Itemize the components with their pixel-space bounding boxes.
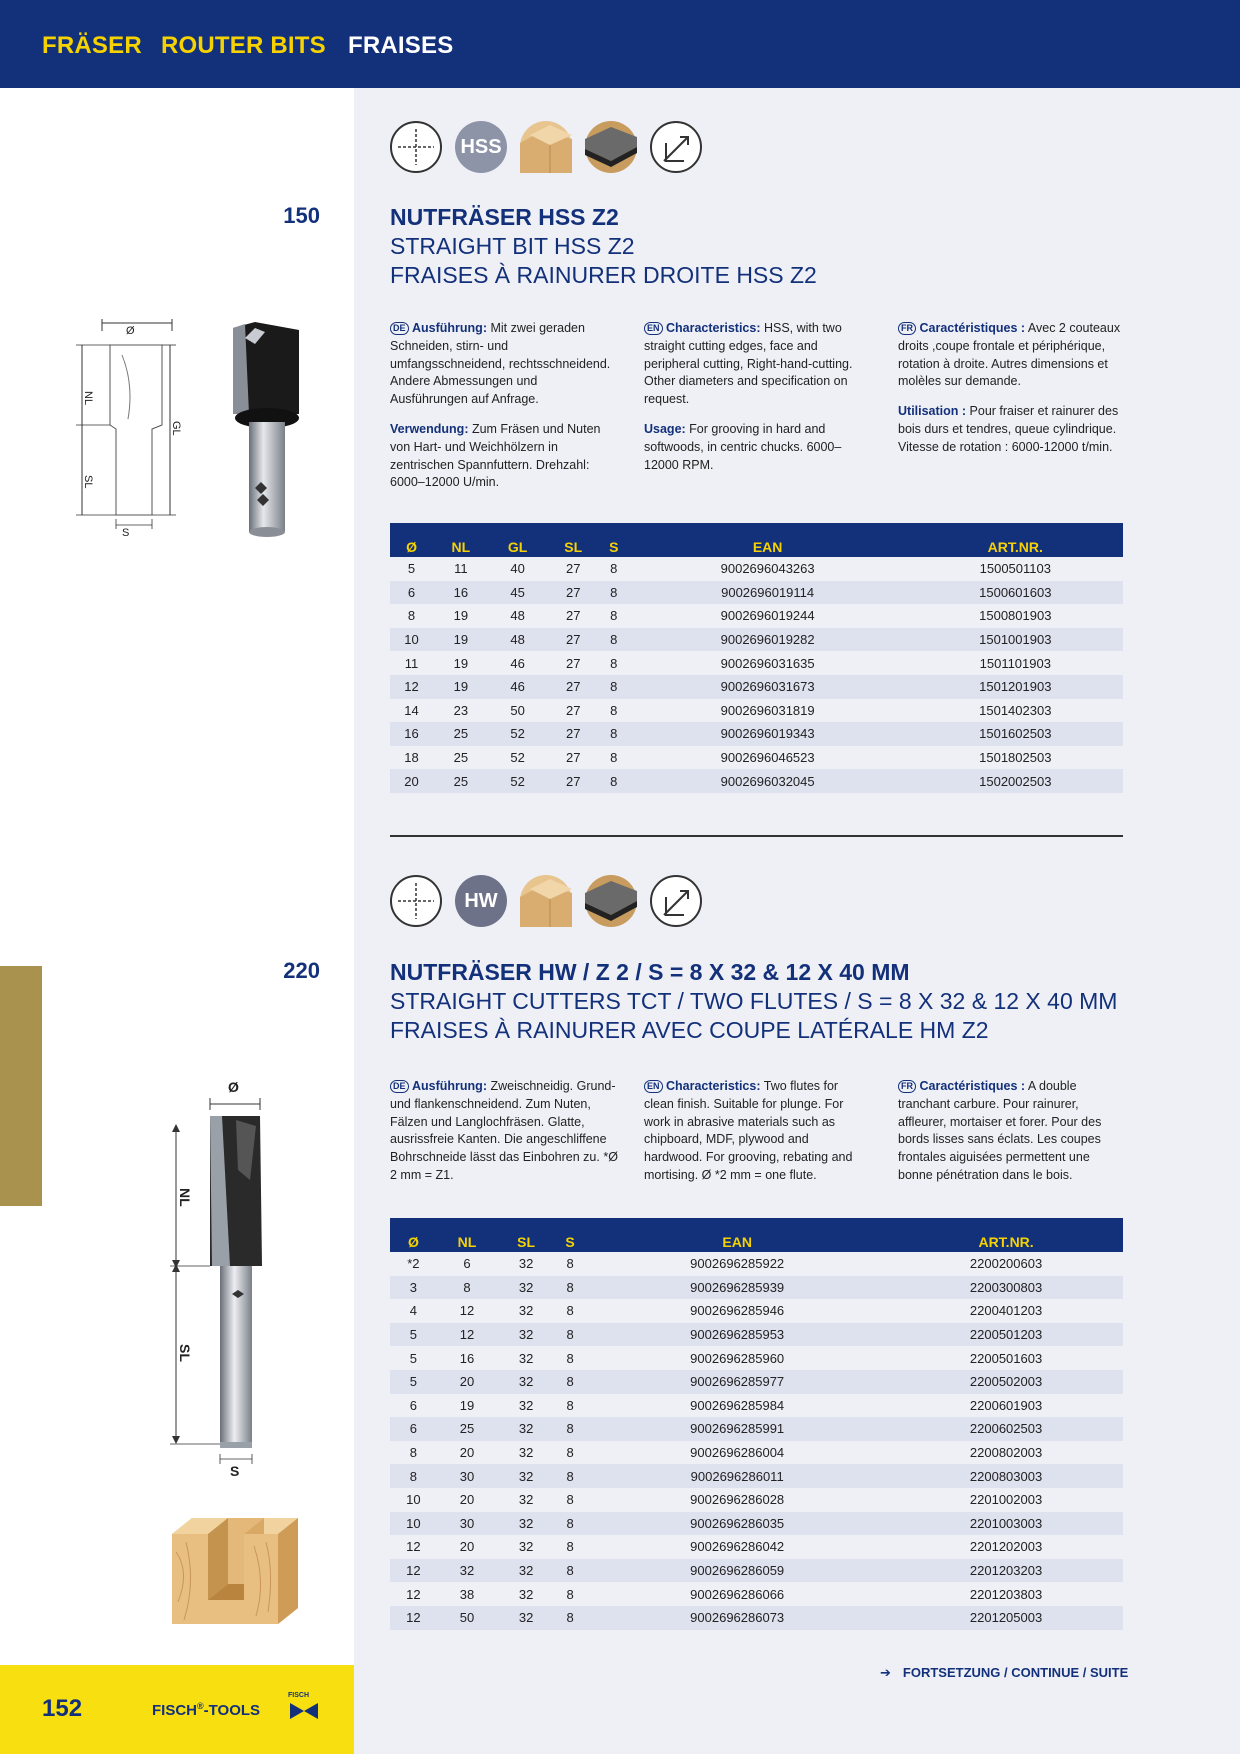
table-cell: 2200501603 xyxy=(969,1350,1043,1366)
board-material-icon xyxy=(585,121,637,173)
table-cell: 9002696046523 xyxy=(720,750,815,766)
table-cell: 8 xyxy=(566,1563,574,1579)
table-cell: 50 xyxy=(459,1610,475,1626)
table-cell: 9002696285984 xyxy=(690,1397,785,1413)
table-row xyxy=(390,1441,1123,1465)
table-cell: 27 xyxy=(565,726,581,742)
table-row xyxy=(390,651,1123,675)
table-cell: 9002696019343 xyxy=(720,726,815,742)
groove-profile-image xyxy=(170,1512,300,1630)
title-fr: FRAISES À RAINURER DROITE HSS Z2 xyxy=(390,262,817,288)
table-cell: 40 xyxy=(510,561,525,577)
table-cell: 32 xyxy=(518,1374,534,1390)
table-cell: 2200802003 xyxy=(969,1445,1043,1461)
table-cell: 32 xyxy=(518,1279,534,1295)
table-cell: 32 xyxy=(518,1256,534,1272)
table-cell: 9002696285953 xyxy=(690,1327,785,1343)
table-cell: 48 xyxy=(510,632,525,648)
table-cell: 9002696019244 xyxy=(720,608,815,624)
page-number: 152 xyxy=(42,1695,83,1722)
column-header: NL xyxy=(457,1234,477,1250)
column-header: S xyxy=(609,539,619,555)
table-row xyxy=(390,1464,1123,1488)
article-number-150: 150 xyxy=(283,203,320,228)
table-header-row xyxy=(390,523,1123,557)
column-header: NL xyxy=(451,539,471,555)
de-flag-icon: DE xyxy=(390,322,409,335)
table-cell: 8 xyxy=(566,1492,574,1508)
title-en: STRAIGHT BIT HSS Z2 xyxy=(390,233,635,259)
table-cell: 8 xyxy=(566,1468,574,1484)
table-cell: 8 xyxy=(610,584,618,600)
table-header-row xyxy=(390,1218,1123,1252)
table-cell: 8 xyxy=(566,1610,574,1626)
table-cell: 5 xyxy=(409,1327,417,1343)
table-row xyxy=(390,628,1123,652)
softwood-icon xyxy=(520,875,572,927)
table-cell: 8 xyxy=(407,608,416,624)
hw-material-icon xyxy=(455,875,507,927)
table-cell: 8 xyxy=(566,1256,574,1272)
description-fr-1 xyxy=(898,320,1123,469)
description-de-2 xyxy=(390,1078,618,1197)
column-header: ART.NR. xyxy=(978,1234,1034,1250)
de-text-execution: Mit zwei geraden Schneiden, stirn- und umfangsschneidend, rechtsschneidend. Andere Abmessungen und Ausführungen auf Anfrage. xyxy=(390,321,611,407)
table-cell: 25 xyxy=(453,773,469,789)
table-cell: 9002696019114 xyxy=(721,584,815,600)
dim-sl-label: SL xyxy=(177,1344,193,1362)
registered-mark: ® xyxy=(197,1701,204,1711)
table-cell: 3 xyxy=(409,1279,417,1295)
column-header: ART.NR. xyxy=(987,539,1043,555)
table-cell: 48 xyxy=(510,608,525,624)
table-cell: 32 xyxy=(518,1421,534,1437)
table-row xyxy=(390,1417,1123,1441)
table-cell: 2201002003 xyxy=(969,1492,1043,1508)
centric-chuck-icon xyxy=(390,875,442,927)
table-cell: 32 xyxy=(518,1468,534,1484)
table-cell: 9002696286073 xyxy=(690,1610,785,1626)
table-cell: 32 xyxy=(518,1492,534,1508)
table-cell: 8 xyxy=(409,1468,417,1484)
table-cell: 8 xyxy=(566,1515,574,1531)
table-cell: 52 xyxy=(510,726,525,742)
table-cell: 9002696286004 xyxy=(690,1445,785,1461)
table-row xyxy=(390,581,1123,605)
en-label-usage: Usage: xyxy=(644,421,686,436)
title-de: NUTFRÄSER HW / Z 2 / S = 8 X 32 & 12 X 40 MM xyxy=(390,959,910,985)
article-number-220: 220 xyxy=(283,958,320,983)
table-cell: 1501602503 xyxy=(979,726,1052,742)
table-row xyxy=(390,769,1123,793)
table-cell: 9002696286035 xyxy=(690,1515,785,1531)
table-cell: 1501001903 xyxy=(979,632,1052,648)
table-row xyxy=(390,1370,1123,1394)
table-cell: 8 xyxy=(610,608,618,624)
table-cell: 27 xyxy=(565,655,581,671)
table-cell: 32 xyxy=(518,1397,534,1413)
table-cell: 30 xyxy=(459,1515,475,1531)
fr-flag-icon: FR xyxy=(898,1080,916,1093)
product-title-1 xyxy=(390,202,817,290)
table-cell: 14 xyxy=(404,702,419,718)
table-cell: 1501802503 xyxy=(979,750,1052,766)
table-cell: 2200602503 xyxy=(969,1421,1043,1437)
table-cell: 8 xyxy=(463,1279,471,1295)
fr-flag-icon: FR xyxy=(898,322,916,335)
page-footer xyxy=(0,1665,354,1754)
table-cell: 2200200603 xyxy=(969,1256,1043,1272)
table-cell: 6 xyxy=(407,584,416,600)
table-row xyxy=(390,722,1123,746)
table-cell: 2201203803 xyxy=(969,1586,1043,1602)
en-label-characteristics: Characteristics: xyxy=(666,321,761,335)
table-cell: 10 xyxy=(406,1515,421,1531)
table-cell: 12 xyxy=(459,1327,475,1343)
table-cell: 1500601603 xyxy=(979,584,1052,600)
table-cell: 25 xyxy=(453,726,469,742)
table-cell: 6 xyxy=(409,1421,417,1437)
table-cell: 4 xyxy=(409,1303,417,1319)
dim-gl-label: GL xyxy=(170,421,182,436)
de-flag-icon: DE xyxy=(390,1080,409,1093)
table-row xyxy=(390,1488,1123,1512)
table-cell: 52 xyxy=(510,773,525,789)
table-cell: 16 xyxy=(459,1350,475,1366)
table-cell: 6 xyxy=(463,1256,471,1272)
table-row xyxy=(390,1559,1123,1583)
table-cell: 1500801903 xyxy=(979,608,1052,624)
table-cell: 2200300803 xyxy=(969,1279,1043,1295)
table-cell: 20 xyxy=(404,773,419,789)
table-cell: 46 xyxy=(510,655,525,671)
table-row xyxy=(390,604,1123,628)
de-label-execution: Ausführung: xyxy=(412,321,487,335)
fr-label-usage: Utilisation : xyxy=(898,404,967,419)
table-cell: 27 xyxy=(565,773,581,789)
column-header: S xyxy=(565,1234,575,1250)
technical-drawing-220 xyxy=(160,1070,270,1480)
table-cell: 6 xyxy=(409,1397,417,1413)
description-fr-2 xyxy=(898,1078,1123,1197)
table-cell: 2200401203 xyxy=(969,1303,1043,1319)
title-en: STRAIGHT CUTTERS TCT / TWO FLUTES / S = 8 X 32 & 12 X 40 MM xyxy=(390,988,1118,1014)
table-cell: 9002696286066 xyxy=(690,1586,785,1602)
table-cell: 19 xyxy=(453,679,469,695)
table-cell: 9002696285991 xyxy=(690,1421,785,1437)
description-de-1 xyxy=(390,320,612,504)
table-cell: 8 xyxy=(566,1397,574,1413)
column-header: GL xyxy=(507,539,528,555)
table-row xyxy=(390,1299,1123,1323)
table-cell: 9002696285922 xyxy=(690,1256,785,1272)
table-row xyxy=(390,675,1123,699)
table-row xyxy=(390,1512,1123,1536)
de-text-usage: Zum Fräsen und Nuten von Hart- und Weichhölzern in zentrischen Spannfuttern. Drehzahl: 6000–12000 U/min. xyxy=(390,421,601,490)
router-bit-image-150 xyxy=(225,318,305,540)
table-cell: 27 xyxy=(565,632,581,648)
dim-nl-label: NL xyxy=(177,1188,193,1207)
de-label-usage: Verwendung: xyxy=(390,421,469,436)
table-cell: 8 xyxy=(610,726,618,742)
table-cell: 9002696286011 xyxy=(690,1468,784,1484)
feature-icons-2 xyxy=(390,875,702,927)
table-cell: 32 xyxy=(518,1327,534,1343)
fr-label-characteristics: Caractéristiques : xyxy=(919,321,1026,335)
table-row xyxy=(390,1252,1123,1276)
table-cell: 8 xyxy=(610,773,618,789)
table-cell: 32 xyxy=(518,1610,534,1626)
table-cell: 38 xyxy=(459,1586,475,1602)
table-cell: 27 xyxy=(565,584,581,600)
page-header xyxy=(0,0,1240,88)
feature-icons-1 xyxy=(390,121,702,173)
table-cell: 1500501103 xyxy=(979,561,1051,577)
table-cell: 2200601903 xyxy=(969,1397,1043,1413)
table-row xyxy=(390,1606,1123,1630)
en-label-characteristics: Characteristics: xyxy=(666,1079,761,1093)
table-cell: 9002696031819 xyxy=(720,702,815,718)
table-row xyxy=(390,1535,1123,1559)
table-cell: 20 xyxy=(459,1539,475,1555)
table-cell: 25 xyxy=(459,1421,475,1437)
dim-d-label: Ø xyxy=(126,325,135,337)
header-title-fr: FRAISES xyxy=(348,32,454,59)
table-cell: 2201203203 xyxy=(969,1563,1043,1579)
en-flag-icon: EN xyxy=(644,322,663,335)
brand-name xyxy=(152,1701,260,1719)
table-cell: 16 xyxy=(404,726,419,742)
logo-text: FISCH xyxy=(288,1692,309,1699)
table-cell: 9002696286042 xyxy=(690,1539,785,1555)
table-cell: 10 xyxy=(406,1492,421,1508)
fr-text-usage: Pour fraiser et rainurer des bois durs et tendres, queue cylindrique. Vitesse de rotation : 6000-12000 t/min. xyxy=(898,404,1119,454)
board-material-icon xyxy=(585,875,637,927)
table-cell: 8 xyxy=(610,655,618,671)
header-title-de: FRÄSER xyxy=(42,32,142,59)
title-de: NUTFRÄSER HSS Z2 xyxy=(390,204,619,230)
table-cell: 23 xyxy=(453,702,469,718)
table-cell: 12 xyxy=(406,1539,421,1555)
table-cell: 8 xyxy=(566,1279,574,1295)
rotation-direction-icon xyxy=(650,875,702,927)
table-cell: 9002696043263 xyxy=(720,561,815,577)
table-cell: 1501402303 xyxy=(979,702,1052,718)
description-en-2 xyxy=(644,1078,866,1197)
dim-sl-label: SL xyxy=(82,475,94,489)
table-cell: 2200502003 xyxy=(969,1374,1043,1390)
table-cell: 32 xyxy=(518,1539,534,1555)
table-row xyxy=(390,1394,1123,1418)
dim-nl-label: NL xyxy=(82,391,94,406)
table-cell: 5 xyxy=(409,1374,417,1390)
table-cell: 8 xyxy=(566,1327,574,1343)
table-cell: 52 xyxy=(510,750,525,766)
de-label-execution: Ausführung: xyxy=(412,1079,487,1093)
centric-chuck-icon xyxy=(390,121,442,173)
header-title-en: ROUTER BITS xyxy=(161,32,326,59)
table-cell: 8 xyxy=(409,1445,417,1461)
table-cell: 12 xyxy=(406,1586,421,1602)
dim-d-label: Ø xyxy=(228,1079,239,1095)
table-cell: 12 xyxy=(406,1610,421,1626)
spec-table-150 xyxy=(390,523,1123,793)
en-text-characteristics: Two flutes for clean finish. Suitable for plunge. For work in abrasive materials such as chipboard, MDF, plywood and hardwood. For grooving, rebating and mortising. Ø *2 mm = one flute. xyxy=(644,1079,853,1182)
table-cell: 2201205003 xyxy=(969,1610,1043,1626)
table-cell: 2200803003 xyxy=(969,1468,1043,1484)
en-flag-icon: EN xyxy=(644,1080,663,1093)
table-cell: 19 xyxy=(453,608,469,624)
table-cell: 9002696286028 xyxy=(690,1492,785,1508)
table-cell: 8 xyxy=(610,632,618,648)
brand-name-text: FISCH xyxy=(152,1702,197,1719)
table-row xyxy=(390,1346,1123,1370)
table-cell: 8 xyxy=(610,679,618,695)
table-cell: 8 xyxy=(610,750,618,766)
table-cell: 8 xyxy=(566,1586,574,1602)
table-cell: 9002696285977 xyxy=(690,1374,785,1390)
table-cell: 9002696032045 xyxy=(720,773,815,789)
table-row xyxy=(390,557,1123,581)
table-row xyxy=(390,1323,1123,1347)
dim-s-label: S xyxy=(122,527,130,539)
table-cell: 9002696286059 xyxy=(690,1563,785,1579)
continue-link[interactable] xyxy=(880,1665,1128,1681)
table-cell: 8 xyxy=(610,702,618,718)
technical-drawing-150 xyxy=(70,315,180,540)
arrow-right-icon: ➔ xyxy=(880,1665,891,1680)
column-header: EAN xyxy=(752,539,783,555)
table-cell: 2201003003 xyxy=(969,1515,1043,1531)
table-cell: 2201202003 xyxy=(969,1539,1043,1555)
table-cell: 8 xyxy=(566,1445,574,1461)
section-divider xyxy=(390,835,1123,837)
table-cell: 19 xyxy=(453,655,469,671)
fisch-logo-icon xyxy=(286,1689,322,1725)
de-text-execution: Zweischneidig. Grund- und flankenschneidend. Zum Nuten, Fälzen und Langlochfräsen. Glatte, ausrissfreie Kanten. Die angeschliffene Bohrschneide lässt das Einbohren zu. *Ø 2 mm = Z1. xyxy=(390,1079,618,1182)
table-cell: 19 xyxy=(459,1397,475,1413)
en-text-usage: For grooving in hard and softwoods, in centric chucks. 6000–12000 RPM. xyxy=(644,421,842,472)
title-fr: FRAISES À RAINURER AVEC COUPE LATÉRALE HM Z2 xyxy=(390,1017,989,1043)
table-cell: 45 xyxy=(510,584,525,600)
description-en-1 xyxy=(644,320,866,486)
fr-label-characteristics: Caractéristiques : xyxy=(919,1079,1026,1093)
table-cell: 50 xyxy=(510,702,525,718)
table-cell: 5 xyxy=(407,561,416,577)
dim-s-label: S xyxy=(230,1463,240,1479)
table-cell: 20 xyxy=(459,1374,475,1390)
brand-suffix: -TOOLS xyxy=(203,1702,261,1719)
table-cell: 9002696019282 xyxy=(720,632,815,648)
table-cell: 5 xyxy=(409,1350,417,1366)
table-cell: 27 xyxy=(565,561,581,577)
product-title-2 xyxy=(390,957,1117,1045)
table-cell: 10 xyxy=(404,632,419,648)
table-cell: 1501101903 xyxy=(979,655,1051,671)
fr-text-characteristics: A double tranchant carbure. Pour rainurer, affleurer, mortaiser et forer. Pour des bords lisses sans éclats. Les coupes frontales aiguisées permettent une bonne pénétration dans le bois. xyxy=(898,1079,1102,1182)
table-cell: 8 xyxy=(610,561,618,577)
table-cell: 1501201903 xyxy=(979,679,1052,695)
table-cell: 32 xyxy=(518,1515,534,1531)
table-cell: 32 xyxy=(518,1350,534,1366)
table-cell: 9002696285960 xyxy=(690,1350,785,1366)
table-row xyxy=(390,746,1123,770)
table-cell: 32 xyxy=(459,1563,475,1579)
en-text-characteristics: HSS, with two straight cutting edges, face and peripheral cutting, Right-hand-cutting. Other diameters and specification on request. xyxy=(644,321,853,407)
table-cell: 27 xyxy=(565,608,581,624)
table-cell: 9002696285939 xyxy=(690,1279,785,1295)
table-cell: 18 xyxy=(404,750,419,766)
continue-text: FORTSETZUNG / CONTINUE / SUITE xyxy=(902,1665,1129,1680)
table-cell: 20 xyxy=(459,1492,475,1508)
table-cell: 11 xyxy=(404,655,419,671)
column-header: Ø xyxy=(407,1234,419,1250)
table-cell: 9002696285946 xyxy=(690,1303,785,1319)
table-cell: 8 xyxy=(566,1350,574,1366)
table-cell: 19 xyxy=(453,632,469,648)
column-header: EAN xyxy=(722,1234,752,1250)
table-cell: 30 xyxy=(459,1468,475,1484)
table-cell: 16 xyxy=(453,584,469,600)
table-cell: 32 xyxy=(518,1445,534,1461)
hw-label: HW xyxy=(464,889,498,912)
column-header: Ø xyxy=(406,539,417,555)
table-cell: 12 xyxy=(404,679,419,695)
table-cell: 27 xyxy=(565,750,581,766)
table-cell: 8 xyxy=(566,1539,574,1555)
table-cell: 20 xyxy=(459,1445,475,1461)
softwood-icon xyxy=(520,121,572,173)
table-row xyxy=(390,1276,1123,1300)
table-cell: 11 xyxy=(454,561,468,577)
table-cell: 8 xyxy=(566,1303,574,1319)
table-cell: 2200501203 xyxy=(969,1327,1043,1343)
table-cell: 32 xyxy=(518,1563,534,1579)
table-row xyxy=(390,699,1123,723)
spec-table-220 xyxy=(390,1218,1123,1630)
table-cell: 27 xyxy=(565,679,581,695)
fr-text-characteristics: Avec 2 couteaux droits ,coupe frontale et périphérique, rotation à droite. Autres dimensions et molèles sur demande. xyxy=(898,321,1121,389)
table-cell: 32 xyxy=(518,1586,534,1602)
table-cell: 12 xyxy=(459,1303,475,1319)
hss-label: HSS xyxy=(460,135,502,158)
hss-material-icon xyxy=(455,121,507,173)
table-row xyxy=(390,1582,1123,1606)
table-cell: 8 xyxy=(566,1421,574,1437)
rotation-direction-icon xyxy=(650,121,702,173)
table-cell: 9002696031635 xyxy=(720,655,815,671)
table-cell: 32 xyxy=(518,1303,534,1319)
table-cell: 1502002503 xyxy=(979,773,1052,789)
table-cell: 8 xyxy=(566,1374,574,1390)
column-header: SL xyxy=(564,539,583,555)
section-marker xyxy=(0,966,42,1206)
table-cell: *2 xyxy=(407,1256,420,1272)
table-cell: 9002696031673 xyxy=(720,679,815,695)
column-header: SL xyxy=(517,1234,536,1250)
table-cell: 25 xyxy=(453,750,469,766)
table-cell: 27 xyxy=(565,702,581,718)
table-cell: 46 xyxy=(510,679,525,695)
table-cell: 12 xyxy=(406,1563,421,1579)
